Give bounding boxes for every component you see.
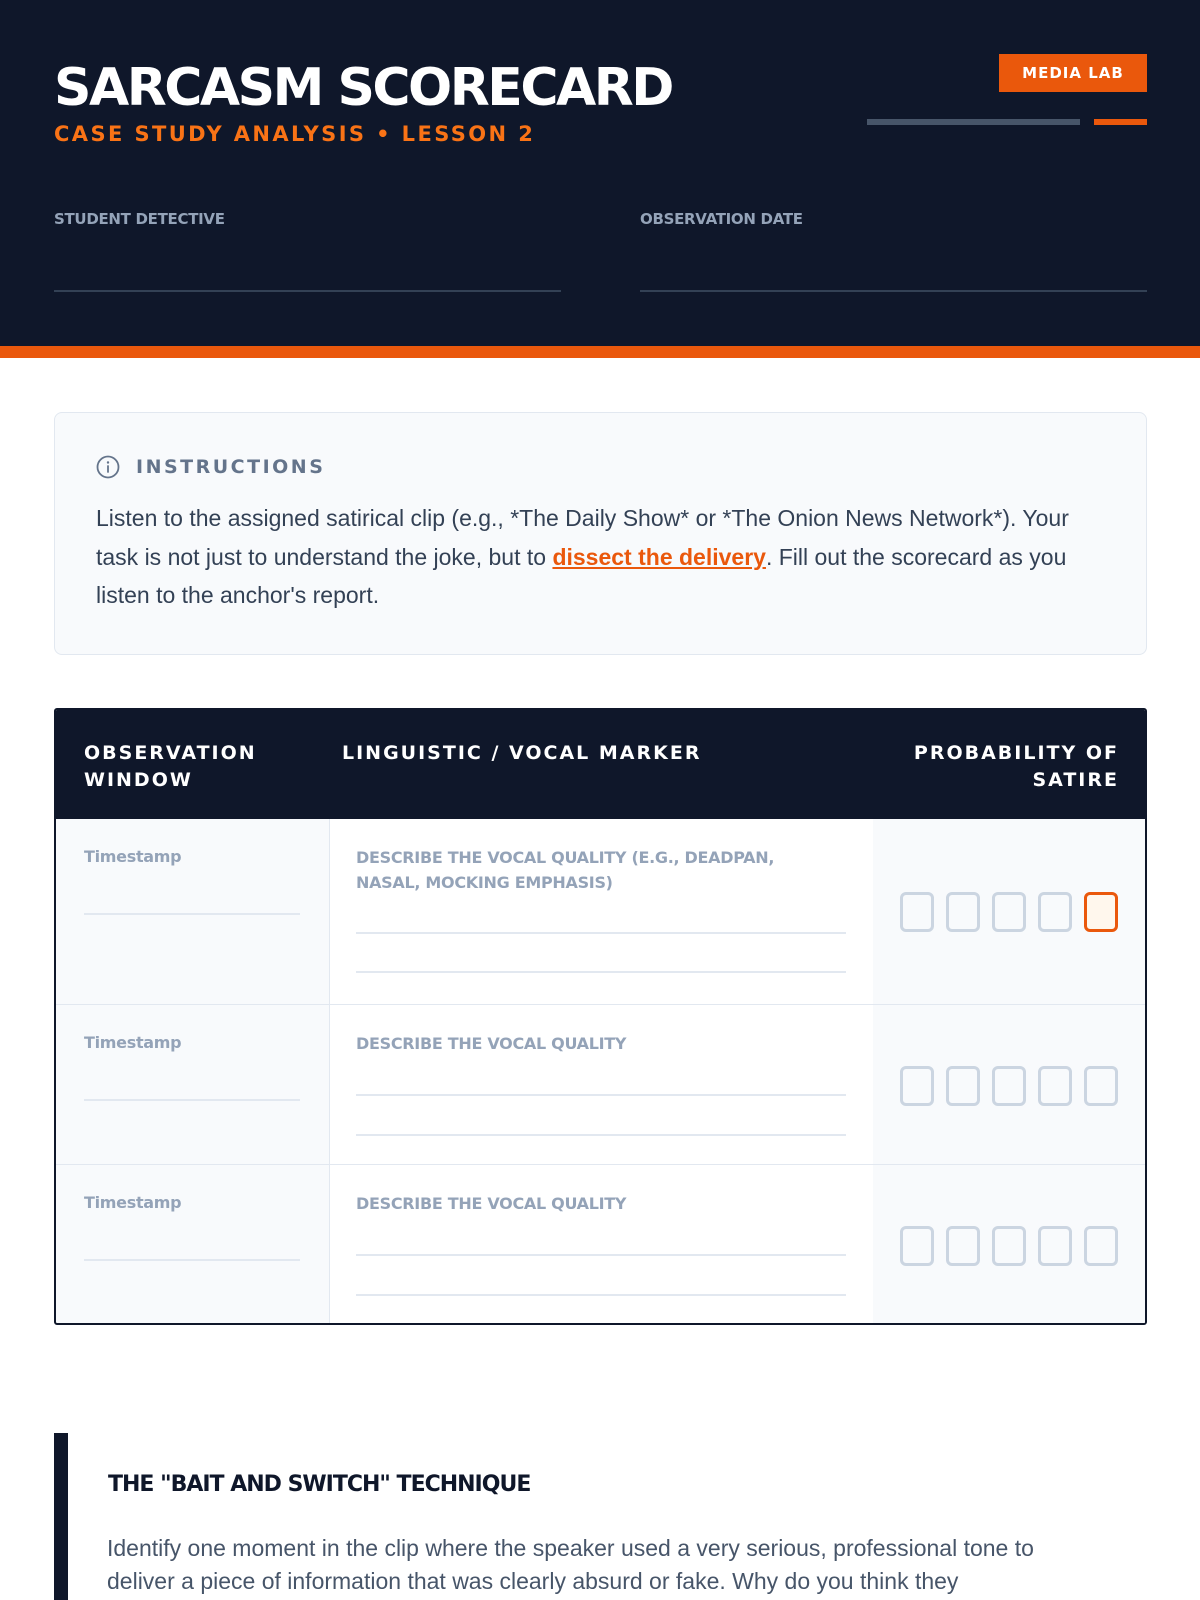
satire-rating bbox=[900, 1066, 1120, 1106]
rating-box-5[interactable] bbox=[1084, 1066, 1118, 1106]
rating-box-3[interactable] bbox=[992, 892, 1026, 932]
bait-and-switch-section bbox=[54, 1433, 1147, 1600]
rating-box-1[interactable] bbox=[900, 1066, 934, 1106]
timestamp-label: Timestamp bbox=[84, 1033, 182, 1052]
rating-box-1[interactable] bbox=[900, 892, 934, 932]
rating-box-2[interactable] bbox=[946, 892, 980, 932]
vocal-quality-field[interactable] bbox=[356, 1094, 846, 1096]
rating-box-2[interactable] bbox=[946, 1066, 980, 1106]
page-subtitle: CASE STUDY ANALYSIS • LESSON 2 bbox=[54, 122, 536, 146]
student-detective-field[interactable] bbox=[54, 290, 561, 292]
table-row bbox=[56, 1004, 1145, 1164]
vocal-quality-field[interactable] bbox=[356, 1254, 846, 1256]
rating-box-5[interactable] bbox=[1084, 1226, 1118, 1266]
section-accent-bar bbox=[54, 1433, 68, 1600]
decorative-line-gray bbox=[867, 119, 1080, 125]
vocal-quality-field[interactable] bbox=[356, 1294, 846, 1296]
instructions-text bbox=[96, 499, 1116, 615]
instructions-text-end: . Fill out the scorecard as you listen to the anchor's report. bbox=[96, 543, 1067, 608]
observation-date-field[interactable] bbox=[640, 290, 1147, 292]
info-icon bbox=[96, 455, 120, 479]
student-detective-label: STUDENT DETECTIVE bbox=[54, 210, 225, 228]
header-accent-stripe bbox=[0, 346, 1200, 358]
column-header-observation-window: OBSERVATION WINDOW bbox=[84, 742, 257, 791]
instructions-heading: INSTRUCTIONS bbox=[136, 456, 326, 478]
bait-and-switch-text: Identify one moment in the clip where the speaker used a very serious, professional tone to deliver a piece of information that was clearly absurd or fake. Why do you think they bbox=[107, 1535, 1034, 1594]
column-header-vocal-marker: LINGUISTIC / VOCAL MARKER bbox=[342, 742, 702, 764]
vocal-quality-field[interactable] bbox=[356, 971, 846, 973]
satire-rating bbox=[900, 1226, 1120, 1266]
rating-box-4[interactable] bbox=[1038, 1226, 1072, 1266]
rating-box-1[interactable] bbox=[900, 1226, 934, 1266]
scorecard-table bbox=[54, 708, 1147, 1325]
bait-and-switch-heading: THE "BAIT AND SWITCH" TECHNIQUE bbox=[108, 1472, 531, 1497]
observation-date-label: OBSERVATION DATE bbox=[640, 210, 803, 228]
rating-box-5[interactable] bbox=[1084, 892, 1118, 932]
page-title: SARCASM SCORECARD bbox=[54, 58, 672, 118]
vocal-quality-label: DESCRIBE THE VOCAL QUALITY (E.G., DEADPAN, NASAL, MOCKING EMPHASIS) bbox=[356, 848, 775, 892]
column-header-probability: PROBABILITY OF SATIRE bbox=[913, 742, 1119, 791]
decorative-line-orange bbox=[1094, 119, 1147, 125]
timestamp-label: Timestamp bbox=[84, 847, 182, 866]
rating-box-4[interactable] bbox=[1038, 892, 1072, 932]
vocal-quality-field[interactable] bbox=[356, 1134, 846, 1136]
rating-box-3[interactable] bbox=[992, 1226, 1026, 1266]
rating-box-2[interactable] bbox=[946, 1226, 980, 1266]
timestamp-field[interactable] bbox=[84, 1259, 300, 1261]
timestamp-label: Timestamp bbox=[84, 1193, 182, 1212]
table-row bbox=[56, 1164, 1145, 1323]
instructions-text-start: Listen to the assigned satirical clip (e.g., *The Daily Show* or *The Onion News Network*). Your task is not just to understand the joke, but to bbox=[96, 505, 1069, 570]
media-lab-badge: MEDIA LAB bbox=[999, 54, 1147, 92]
header bbox=[0, 0, 1200, 346]
vocal-quality-label: DESCRIBE THE VOCAL QUALITY bbox=[356, 1194, 627, 1213]
vocal-quality-label: DESCRIBE THE VOCAL QUALITY bbox=[356, 1034, 627, 1053]
timestamp-field[interactable] bbox=[84, 913, 300, 915]
rating-box-3[interactable] bbox=[992, 1066, 1026, 1106]
instructions-highlight: dissect the delivery bbox=[552, 543, 766, 570]
satire-rating bbox=[900, 892, 1120, 932]
table-header bbox=[56, 710, 1145, 819]
table-row bbox=[56, 819, 1145, 1004]
timestamp-field[interactable] bbox=[84, 1099, 300, 1101]
instructions-box bbox=[54, 412, 1147, 655]
rating-box-4[interactable] bbox=[1038, 1066, 1072, 1106]
vocal-quality-field[interactable] bbox=[356, 932, 846, 934]
